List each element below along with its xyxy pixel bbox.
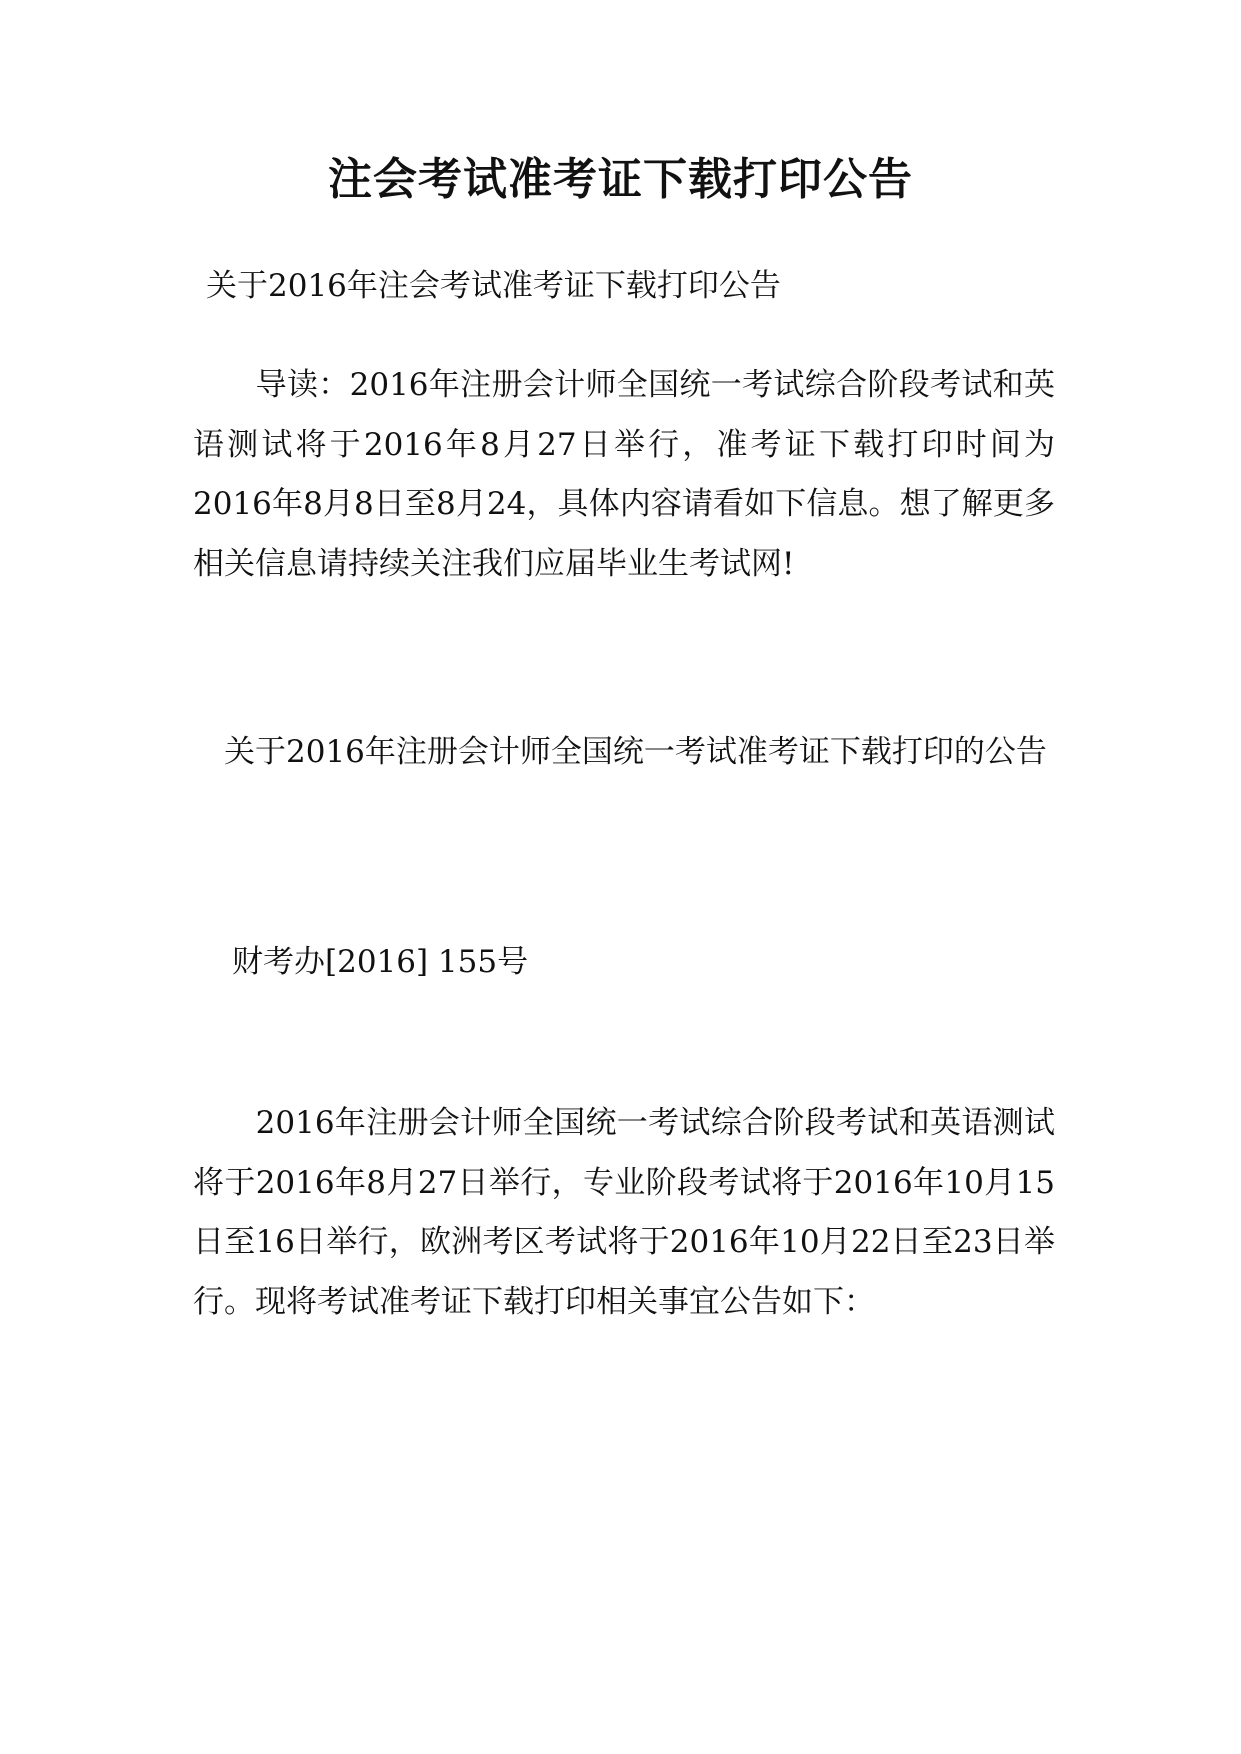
document-subtitle: 关于2016年注会考试准考证下载打印公告 <box>206 268 781 304</box>
intro-paragraph: 导读：2016年注册会计师全国统一考试综合阶段考试和英语测试将于2016年8月27日举行，准考证下载打印时间为2016年8月8日至8月24，具体内容请看如下信息。想了解更多相关信息请持续关注我们应届毕业生考试网! <box>193 367 1055 582</box>
notice-heading: 关于2016年注册会计师全国统一考试准考证下载打印的公告 <box>193 734 1047 770</box>
document-number: 财考办[2016] 155号 <box>232 944 529 980</box>
body-paragraph: 2016年注册会计师全国统一考试综合阶段考试和英语测试将于2016年8月27日举行，专业阶段考试将于2016年10月15日至16日举行，欧洲考区考试将于2016年10月22日至23日举行。现将考试准考证下载打印相关事宜公告如下： <box>193 1105 1055 1320</box>
document-title: 注会考试准考证下载打印公告 <box>328 154 913 205</box>
